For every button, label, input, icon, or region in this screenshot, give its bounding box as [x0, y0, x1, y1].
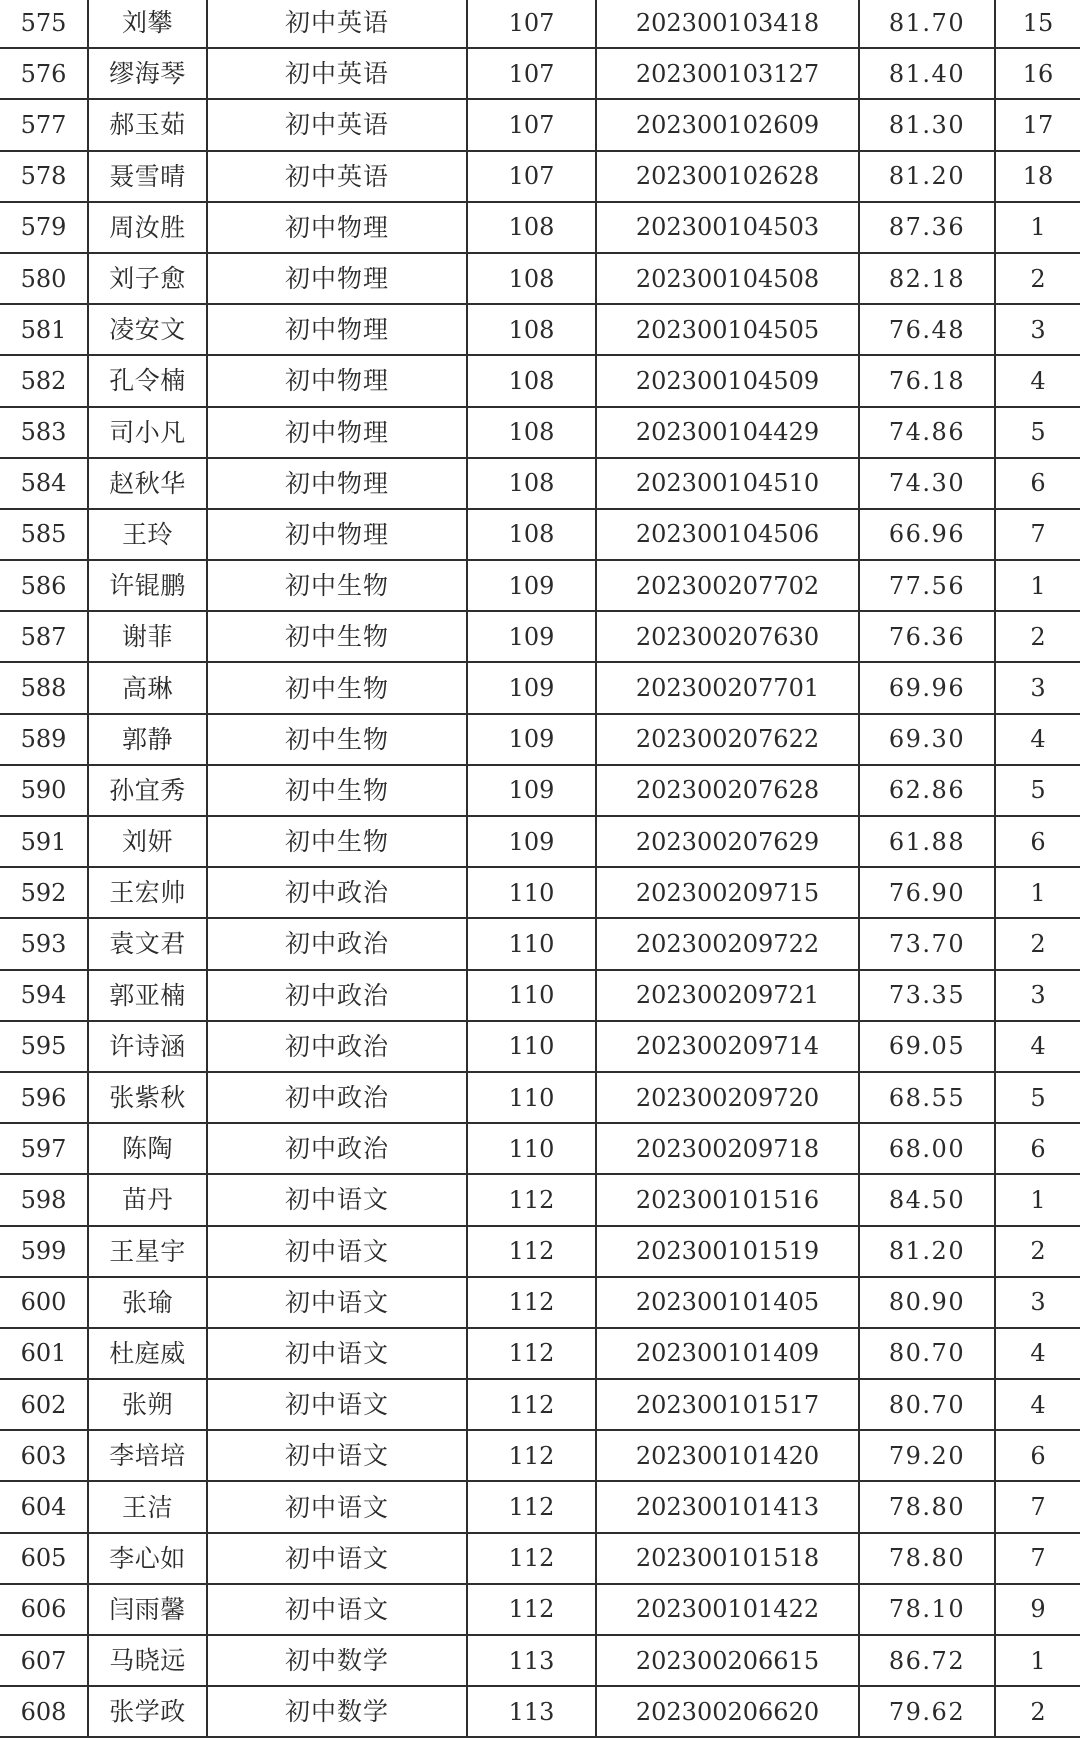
table-row: [0, 816, 1080, 867]
ticket-number-cell: 202300207628: [596, 765, 859, 816]
score-cell: 81.20: [859, 151, 995, 202]
score-cell: 69.96: [859, 662, 995, 713]
row-number-cell: 605: [0, 1533, 88, 1584]
subject-cell: 初中英语: [207, 0, 467, 48]
subject-cell: 初中政治: [207, 918, 467, 969]
position-code-cell: 108: [467, 355, 596, 406]
row-number-cell: 596: [0, 1072, 88, 1123]
score-cell: 80.90: [859, 1277, 995, 1328]
rank-cell: 1: [995, 202, 1080, 253]
position-code-cell: 107: [467, 99, 596, 150]
name-cell: 孙宜秀: [88, 765, 207, 816]
ticket-number-cell: 202300207622: [596, 714, 859, 765]
rank-cell: 4: [995, 1021, 1080, 1072]
ticket-number-cell: 202300206615: [596, 1635, 859, 1686]
ticket-number-cell: 202300207702: [596, 560, 859, 611]
row-number-cell: 583: [0, 407, 88, 458]
rank-cell: 2: [995, 611, 1080, 662]
row-number-cell: 580: [0, 253, 88, 304]
subject-cell: 初中政治: [207, 970, 467, 1021]
name-cell: 闫雨馨: [88, 1584, 207, 1635]
rank-cell: 4: [995, 1328, 1080, 1379]
rank-cell: 4: [995, 1379, 1080, 1430]
ticket-number-cell: 202300102609: [596, 99, 859, 150]
score-cell: 77.56: [859, 560, 995, 611]
rank-cell: 2: [995, 918, 1080, 969]
score-cell: 68.55: [859, 1072, 995, 1123]
ticket-number-cell: 202300209721: [596, 970, 859, 1021]
score-cell: 84.50: [859, 1174, 995, 1225]
position-code-cell: 113: [467, 1635, 596, 1686]
score-cell: 81.20: [859, 1226, 995, 1277]
name-cell: 袁文君: [88, 918, 207, 969]
table-row: [0, 509, 1080, 560]
row-number-cell: 589: [0, 714, 88, 765]
row-number-cell: 591: [0, 816, 88, 867]
row-number-cell: 603: [0, 1430, 88, 1481]
score-cell: 73.70: [859, 918, 995, 969]
position-code-cell: 110: [467, 1072, 596, 1123]
rank-cell: 6: [995, 1123, 1080, 1174]
score-cell: 76.90: [859, 867, 995, 918]
position-code-cell: 109: [467, 662, 596, 713]
table-row: [0, 1174, 1080, 1225]
position-code-cell: 109: [467, 611, 596, 662]
subject-cell: 初中语文: [207, 1481, 467, 1532]
position-code-cell: 110: [467, 918, 596, 969]
row-number-cell: 586: [0, 560, 88, 611]
table-row: [0, 1686, 1080, 1737]
score-cell: 79.20: [859, 1430, 995, 1481]
subject-cell: 初中生物: [207, 714, 467, 765]
position-code-cell: 109: [467, 816, 596, 867]
row-number-cell: 575: [0, 0, 88, 48]
name-cell: 高琳: [88, 662, 207, 713]
ticket-number-cell: 202300209715: [596, 867, 859, 918]
score-cell: 76.48: [859, 304, 995, 355]
name-cell: 王星宇: [88, 1226, 207, 1277]
table-row: [0, 1123, 1080, 1174]
rank-cell: 5: [995, 1072, 1080, 1123]
name-cell: 李心如: [88, 1533, 207, 1584]
row-number-cell: 590: [0, 765, 88, 816]
rank-cell: 6: [995, 1430, 1080, 1481]
position-code-cell: 112: [467, 1481, 596, 1532]
score-cell: 78.80: [859, 1533, 995, 1584]
subject-cell: 初中语文: [207, 1379, 467, 1430]
position-code-cell: 109: [467, 560, 596, 611]
position-code-cell: 110: [467, 970, 596, 1021]
row-number-cell: 606: [0, 1584, 88, 1635]
name-cell: 张学政: [88, 1686, 207, 1737]
row-number-cell: 592: [0, 867, 88, 918]
rank-cell: 1: [995, 1635, 1080, 1686]
table-row: [0, 1328, 1080, 1379]
position-code-cell: 108: [467, 253, 596, 304]
table-row: [0, 1277, 1080, 1328]
rank-cell: 7: [995, 509, 1080, 560]
rank-cell: 6: [995, 458, 1080, 509]
table-row: [0, 458, 1080, 509]
score-cell: 87.36: [859, 202, 995, 253]
ticket-number-cell: 202300101413: [596, 1481, 859, 1532]
subject-cell: 初中物理: [207, 202, 467, 253]
ticket-number-cell: 202300101422: [596, 1584, 859, 1635]
name-cell: 赵秋华: [88, 458, 207, 509]
rank-cell: 1: [995, 560, 1080, 611]
score-cell: 76.36: [859, 611, 995, 662]
name-cell: 陈陶: [88, 1123, 207, 1174]
table-row: [0, 0, 1080, 48]
rank-cell: 3: [995, 304, 1080, 355]
row-number-cell: 601: [0, 1328, 88, 1379]
name-cell: 马晓远: [88, 1635, 207, 1686]
table-row: [0, 1584, 1080, 1635]
score-cell: 69.05: [859, 1021, 995, 1072]
ticket-number-cell: 202300101518: [596, 1533, 859, 1584]
row-number-cell: 576: [0, 48, 88, 99]
row-number-cell: 608: [0, 1686, 88, 1737]
table-row: [0, 918, 1080, 969]
ticket-number-cell: 202300103418: [596, 0, 859, 48]
position-code-cell: 112: [467, 1277, 596, 1328]
rank-cell: 2: [995, 253, 1080, 304]
subject-cell: 初中语文: [207, 1277, 467, 1328]
score-cell: 68.00: [859, 1123, 995, 1174]
name-cell: 刘子愈: [88, 253, 207, 304]
subject-cell: 初中物理: [207, 509, 467, 560]
table-row: [0, 1379, 1080, 1430]
score-cell: 81.30: [859, 99, 995, 150]
row-number-cell: 604: [0, 1481, 88, 1532]
name-cell: 王玲: [88, 509, 207, 560]
score-cell: 74.86: [859, 407, 995, 458]
name-cell: 刘妍: [88, 816, 207, 867]
table-row: [0, 1072, 1080, 1123]
subject-cell: 初中语文: [207, 1584, 467, 1635]
subject-cell: 初中物理: [207, 355, 467, 406]
ticket-number-cell: 202300207701: [596, 662, 859, 713]
ticket-number-cell: 202300209720: [596, 1072, 859, 1123]
subject-cell: 初中生物: [207, 816, 467, 867]
position-code-cell: 109: [467, 765, 596, 816]
row-number-cell: 578: [0, 151, 88, 202]
name-cell: 王宏帅: [88, 867, 207, 918]
rank-cell: 5: [995, 765, 1080, 816]
row-number-cell: 588: [0, 662, 88, 713]
name-cell: 刘攀: [88, 0, 207, 48]
ticket-number-cell: 202300101517: [596, 1379, 859, 1430]
ticket-number-cell: 202300101409: [596, 1328, 859, 1379]
table-row: [0, 99, 1080, 150]
row-number-cell: 607: [0, 1635, 88, 1686]
rank-cell: 15: [995, 0, 1080, 48]
table-row: [0, 1533, 1080, 1584]
subject-cell: 初中物理: [207, 304, 467, 355]
score-cell: 76.18: [859, 355, 995, 406]
score-cell: 69.30: [859, 714, 995, 765]
score-cell: 61.88: [859, 816, 995, 867]
row-number-cell: 597: [0, 1123, 88, 1174]
name-cell: 司小凡: [88, 407, 207, 458]
table-row: [0, 1481, 1080, 1532]
row-number-cell: 593: [0, 918, 88, 969]
score-cell: 78.80: [859, 1481, 995, 1532]
rank-cell: 7: [995, 1533, 1080, 1584]
ticket-number-cell: 202300104506: [596, 509, 859, 560]
subject-cell: 初中生物: [207, 560, 467, 611]
score-cell: 62.86: [859, 765, 995, 816]
position-code-cell: 112: [467, 1533, 596, 1584]
position-code-cell: 109: [467, 714, 596, 765]
row-number-cell: 577: [0, 99, 88, 150]
rank-cell: 4: [995, 355, 1080, 406]
subject-cell: 初中英语: [207, 48, 467, 99]
rank-cell: 3: [995, 970, 1080, 1021]
subject-cell: 初中英语: [207, 151, 467, 202]
ticket-number-cell: 202300104510: [596, 458, 859, 509]
ticket-number-cell: 202300101420: [596, 1430, 859, 1481]
name-cell: 王洁: [88, 1481, 207, 1532]
subject-cell: 初中语文: [207, 1174, 467, 1225]
rank-cell: 2: [995, 1686, 1080, 1737]
ticket-number-cell: 202300206620: [596, 1686, 859, 1737]
table-row: [0, 202, 1080, 253]
subject-cell: 初中政治: [207, 1021, 467, 1072]
rank-cell: 16: [995, 48, 1080, 99]
position-code-cell: 113: [467, 1686, 596, 1737]
subject-cell: 初中数学: [207, 1686, 467, 1737]
row-number-cell: 584: [0, 458, 88, 509]
name-cell: 郭静: [88, 714, 207, 765]
row-number-cell: 595: [0, 1021, 88, 1072]
name-cell: 孔令楠: [88, 355, 207, 406]
position-code-cell: 112: [467, 1328, 596, 1379]
row-number-cell: 581: [0, 304, 88, 355]
table-row: [0, 560, 1080, 611]
position-code-cell: 108: [467, 202, 596, 253]
name-cell: 许诗涵: [88, 1021, 207, 1072]
position-code-cell: 110: [467, 1123, 596, 1174]
position-code-cell: 108: [467, 304, 596, 355]
ticket-number-cell: 202300103127: [596, 48, 859, 99]
ticket-number-cell: 202300104505: [596, 304, 859, 355]
name-cell: 郝玉茹: [88, 99, 207, 150]
score-cell: 81.70: [859, 0, 995, 48]
subject-cell: 初中生物: [207, 662, 467, 713]
subject-cell: 初中物理: [207, 253, 467, 304]
ticket-number-cell: 202300104429: [596, 407, 859, 458]
ticket-number-cell: 202300209718: [596, 1123, 859, 1174]
name-cell: 周汝胜: [88, 202, 207, 253]
rank-cell: 1: [995, 867, 1080, 918]
table-row: [0, 1635, 1080, 1686]
name-cell: 张紫秋: [88, 1072, 207, 1123]
ticket-number-cell: 202300104508: [596, 253, 859, 304]
rank-cell: 6: [995, 816, 1080, 867]
table-row: [0, 48, 1080, 99]
rank-cell: 18: [995, 151, 1080, 202]
ticket-number-cell: 202300209722: [596, 918, 859, 969]
row-number-cell: 585: [0, 509, 88, 560]
table-row: [0, 304, 1080, 355]
rank-cell: 9: [995, 1584, 1080, 1635]
table-row: [0, 1021, 1080, 1072]
position-code-cell: 112: [467, 1430, 596, 1481]
position-code-cell: 107: [467, 48, 596, 99]
position-code-cell: 107: [467, 0, 596, 48]
row-number-cell: 582: [0, 355, 88, 406]
position-code-cell: 108: [467, 509, 596, 560]
table-row: [0, 970, 1080, 1021]
row-number-cell: 587: [0, 611, 88, 662]
ticket-number-cell: 202300101519: [596, 1226, 859, 1277]
subject-cell: 初中英语: [207, 99, 467, 150]
position-code-cell: 112: [467, 1379, 596, 1430]
name-cell: 杜庭威: [88, 1328, 207, 1379]
subject-cell: 初中语文: [207, 1430, 467, 1481]
subject-cell: 初中物理: [207, 407, 467, 458]
table-row: [0, 714, 1080, 765]
ticket-number-cell: 202300101405: [596, 1277, 859, 1328]
subject-cell: 初中政治: [207, 1072, 467, 1123]
row-number-cell: 598: [0, 1174, 88, 1225]
row-number-cell: 600: [0, 1277, 88, 1328]
name-cell: 张瑜: [88, 1277, 207, 1328]
subject-cell: 初中语文: [207, 1226, 467, 1277]
rank-cell: 7: [995, 1481, 1080, 1532]
subject-cell: 初中数学: [207, 1635, 467, 1686]
name-cell: 李培培: [88, 1430, 207, 1481]
subject-cell: 初中物理: [207, 458, 467, 509]
rank-cell: 2: [995, 1226, 1080, 1277]
ticket-number-cell: 202300207630: [596, 611, 859, 662]
table-row: [0, 662, 1080, 713]
ticket-number-cell: 202300101516: [596, 1174, 859, 1225]
table-row: [0, 1226, 1080, 1277]
name-cell: 苗丹: [88, 1174, 207, 1225]
position-code-cell: 112: [467, 1226, 596, 1277]
rank-cell: 17: [995, 99, 1080, 150]
name-cell: 郭亚楠: [88, 970, 207, 1021]
row-number-cell: 599: [0, 1226, 88, 1277]
score-cell: 73.35: [859, 970, 995, 1021]
rank-cell: 3: [995, 1277, 1080, 1328]
row-number-cell: 594: [0, 970, 88, 1021]
position-code-cell: 108: [467, 458, 596, 509]
table-row: [0, 355, 1080, 406]
subject-cell: 初中语文: [207, 1533, 467, 1584]
table-row: [0, 151, 1080, 202]
name-cell: 张朔: [88, 1379, 207, 1430]
score-cell: 80.70: [859, 1328, 995, 1379]
score-cell: 74.30: [859, 458, 995, 509]
position-code-cell: 112: [467, 1174, 596, 1225]
position-code-cell: 110: [467, 1021, 596, 1072]
position-code-cell: 112: [467, 1584, 596, 1635]
rank-cell: 4: [995, 714, 1080, 765]
ticket-number-cell: 202300104509: [596, 355, 859, 406]
position-code-cell: 110: [467, 867, 596, 918]
score-cell: 82.18: [859, 253, 995, 304]
rank-cell: 1: [995, 1174, 1080, 1225]
score-cell: 81.40: [859, 48, 995, 99]
name-cell: 聂雪晴: [88, 151, 207, 202]
score-cell: 86.72: [859, 1635, 995, 1686]
name-cell: 许锟鹏: [88, 560, 207, 611]
rank-cell: 3: [995, 662, 1080, 713]
name-cell: 谢菲: [88, 611, 207, 662]
subject-cell: 初中语文: [207, 1328, 467, 1379]
position-code-cell: 108: [467, 407, 596, 458]
table-row: [0, 253, 1080, 304]
subject-cell: 初中生物: [207, 765, 467, 816]
row-number-cell: 579: [0, 202, 88, 253]
position-code-cell: 107: [467, 151, 596, 202]
rank-cell: 5: [995, 407, 1080, 458]
row-number-cell: 602: [0, 1379, 88, 1430]
table-row: [0, 867, 1080, 918]
ticket-number-cell: 202300102628: [596, 151, 859, 202]
score-cell: 78.10: [859, 1584, 995, 1635]
score-cell: 79.62: [859, 1686, 995, 1737]
ticket-number-cell: 202300104503: [596, 202, 859, 253]
table-row: [0, 611, 1080, 662]
subject-cell: 初中政治: [207, 867, 467, 918]
ticket-number-cell: 202300207629: [596, 816, 859, 867]
score-cell: 66.96: [859, 509, 995, 560]
score-cell: 80.70: [859, 1379, 995, 1430]
ticket-number-cell: 202300209714: [596, 1021, 859, 1072]
subject-cell: 初中政治: [207, 1123, 467, 1174]
name-cell: 凌安文: [88, 304, 207, 355]
table-row: [0, 1430, 1080, 1481]
table-row: [0, 407, 1080, 458]
name-cell: 缪海琴: [88, 48, 207, 99]
subject-cell: 初中生物: [207, 611, 467, 662]
table-row: [0, 765, 1080, 816]
